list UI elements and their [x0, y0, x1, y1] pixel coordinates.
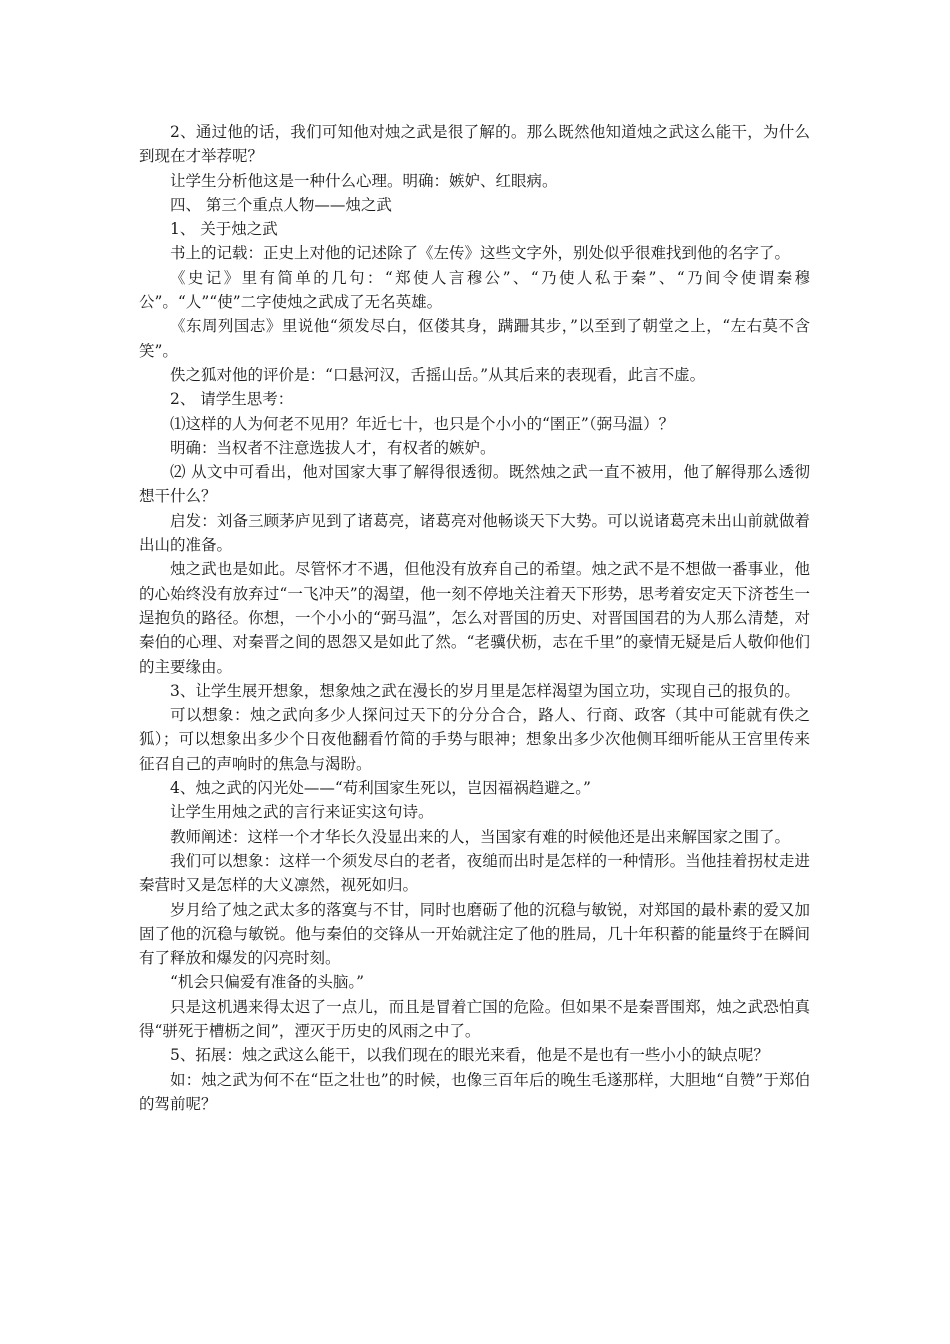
- paragraph-example: 如：烛之武为何不在“臣之壮也”的时候，也像三百年后的晚生毛遂那样，大胆地“自赞”于郑伯的驾前呢？: [139, 1070, 810, 1113]
- paragraph-old-man: 我们可以想象：这样一个须发尽白的老者，夜缒而出时是怎样的一种情形。当他挂着拐杖走进秦营时又是怎样的大义凛然，视死如归。: [139, 851, 810, 895]
- paragraph-years: 岁月给了烛之武太多的落寞与不甘，同时也磨砺了他的沉稳与敏锐，对郑国的最朴素的爱又加固了他的沉稳与敏锐。他与秦伯的交锋从一开始就注定了他的胜局，几十年积蓄的能量终于在瞬间有了释放和爆发的闪亮时刻。: [139, 900, 810, 968]
- paragraph-extension: 5、拓展：烛之武这么能干，以我们现在的眼光来看，他是不是也有一些小小的缺点呢？: [170, 1046, 769, 1065]
- paragraph-question-1: ⑴这样的人为何老不见用？年近七十，也只是个小小的“圉正”（弼马温）？: [170, 414, 675, 433]
- paragraph-prove: 让学生用烛之武的言行来证实这句诗。: [170, 803, 434, 822]
- paragraph-highlight: 4、烛之武的闪光处——“苟利国家生死以，岂因福祸趋避之。”: [170, 779, 591, 798]
- paragraph-teacher: 教师阐述：这样一个才华长久没显出来的人，当国家有难的时候他还是出来解国家之围了。: [170, 827, 791, 846]
- subheading-about: 1、 关于烛之武: [170, 220, 278, 239]
- paragraph-ambition: 烛之武也是如此。尽管怀才不遇，但他没有放弃自己的希望。烛之武不是不想做一番事业，他的心始终没有放弃过“一飞冲天”的渴望，他一刻不停地关注着天下形势，思考着安定天下济苍生一逞抱负的路径。你想，一个小小的“弼马温”，怎么对晋国的历史、对晋国国君的为人那么清楚，对秦伯的心理、对秦晋之间的恩怨又是如此了然。“老骥伏枥，志在千里”的豪情无疑是后人敬仰他们的主要缘由。: [139, 560, 810, 676]
- paragraph-inspiration: 启发：刘备三顾茅庐见到了诸葛亮，诸葛亮对他畅谈天下大势。可以说诸葛亮未出山前就做着出山的准备。: [139, 511, 810, 555]
- subheading-think: 2、 请学生思考：: [170, 390, 294, 409]
- paragraph-answer-1: 明确：当权者不注意选拔人才，有权者的嫉妒。: [170, 438, 496, 457]
- paragraph-question-2: ⑵ 从文中可看出，他对国家大事了解得很透彻。既然烛之武一直不被用，他了解得那么透彻想干什么？: [139, 463, 810, 506]
- paragraph-imagine: 可以想象：烛之武向多少人探问过天下的分分合合，路人、行商、政客（其中可能就有佚之狐）；可以想象出多少个日夜他翻看竹简的手势与眼神；想象出多少次他侧耳细听能从王宫里传来征召自己的声响时的焦急与渴盼。: [139, 706, 810, 773]
- paragraph-shiji: 《史记》里有简单的几句：“郑使人言穆公”、“乃使人私于秦”、“乃间令使谓秦穆公”。“人”“使”二字使烛之武成了无名英雄。: [139, 268, 810, 312]
- paragraph-jealousy: 让学生分析他这是一种什么心理。明确：嫉妒、红眼病。: [170, 171, 558, 190]
- paragraph-imagine-task: 3、让学生展开想象，想象烛之武在漫长的岁月里是怎样渴望为国立功，实现自己的报负的。: [170, 681, 800, 700]
- paragraph-records: 书上的记载：正史上对他的记述除了《左传》这些文字外，别处似乎很难找到他的名字了。: [170, 244, 791, 263]
- section-heading-zhu-zhi-wu: 四、 第三个重点人物——烛之武: [170, 195, 392, 214]
- paragraph-q2-reason: 2、通过他的话，我们可知他对烛之武是很了解的。那么既然他知道烛之武这么能干，为什么到现在才举荐呢？: [139, 123, 810, 166]
- paragraph-dongzhou: 《东周列国志》里说他“须发尽白，伛偻其身，蹒跚其步，”以至到了朝堂之上，“左右莫不含笑”。: [139, 317, 810, 360]
- document-page: [139, 120, 810, 1116]
- paragraph-evaluation: 佚之狐对他的评价是：“口悬河汉，舌摇山岳。”从其后来的表现看，此言不虚。: [170, 365, 706, 384]
- paragraph-quote: “机会只偏爱有准备的头脑。”: [170, 973, 365, 992]
- paragraph-late: 只是这机遇来得太迟了一点儿，而且是冒着亡国的危险。但如果不是秦晋围郑，烛之武恐怕真得“骈死于槽枥之间”，湮灭于历史的风雨之中了。: [139, 997, 810, 1040]
